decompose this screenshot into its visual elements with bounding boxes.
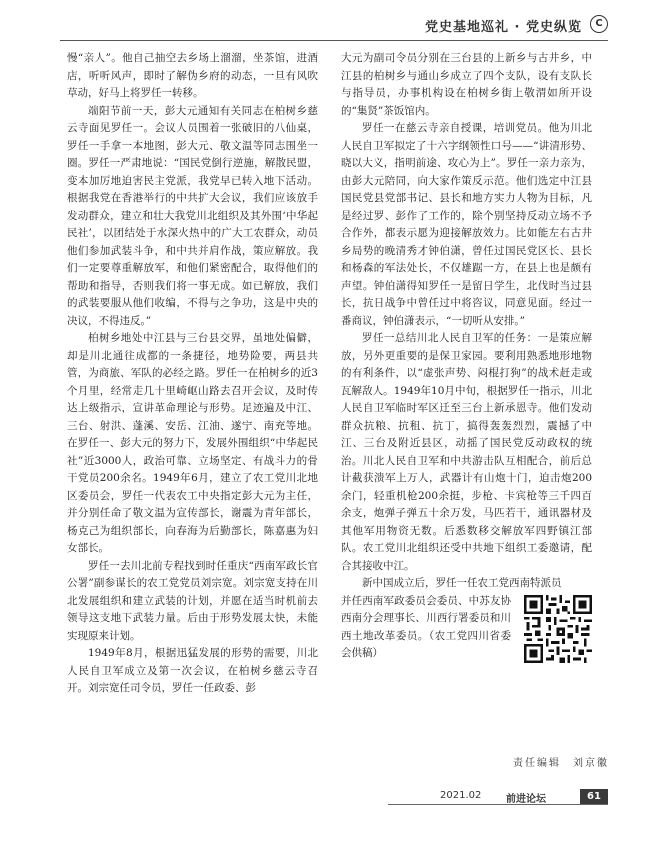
page-header xyxy=(60,14,608,41)
magazine-name: 前进论坛 xyxy=(506,794,546,805)
qr-block xyxy=(341,593,592,681)
responsible-editor: 责任编辑 刘京徽 xyxy=(513,758,609,769)
page-number: 61 xyxy=(580,789,608,804)
column-logo-icon: C xyxy=(590,15,608,33)
qr-code-icon[interactable] xyxy=(524,595,592,663)
qr-side-text xyxy=(341,593,511,663)
paragraph: 柏树乡地处中江县与三台县交界，虽地处偏僻，却是川北通往成都的一条捷径，地势险要，两县共管，为商旅、军队的必经之路。罗任一在柏树乡的近3个月里，经常走几十里崎岖山路去召开会议，及时传达上级指示，宣讲革命理论与形势。足迹遍及中江、三台、射洪、蓬溪、安岳、江油、遂宁、南充等地。在罗任一、彭大元的努力下，发展外围组织“中华起民社”近3000人，政治可靠、立场坚定、有战斗力的骨干党员200余名。1949年6月，建立了农工党川北地区委员会，罗任一代表农工中央指定彭大元为主任，并分别任命了敬文温为宣传部长，谢震为青年部长，杨克己为组织部长，向春海为后勤部长，陈嘉惠为妇女部长。 xyxy=(67,332,318,554)
left-column xyxy=(67,50,318,698)
header-title: 党史基地巡礼 · 党史纵览 xyxy=(425,20,582,35)
paragraph: 端阳节前一天，彭大元通知有关同志在柏树乡慈云寺面见罗任一。会议人员围着一张破旧的八仙桌，罗任一手拿一本地图，彭大元、敬文温等同志围坐一圈。罗任一严肃地说：“国民党倒行逆施，解散民盟，变本加厉地迫害民主党派，我党早已转入地下活动。根据我党在香港举行的中共扩大会议，我们应该放手发动群众，建立和壮大我党川北组织及其外围‘中华起民社’，以团结处于水深火热中的广大工农群众，动员他们参加武装斗争，和中共并肩作战，策应解放。我们一定要尊重解放军，和他们紧密配合，取得他们的帮助和指导，否则我们将一事无成。如已解放，我们的武装要服从他们收编，不得与之争功，这是中央的决议，不得违反。” xyxy=(67,104,318,327)
paragraph: 罗任一总结川北人民自卫军的任务：一是策应解放，另外更重要的是保卫家园。要利用熟悉地形地物的有利条件，以“虚张声势、闷棍打狗”的战术赶走或瓦解敌人。1949年10月中旬，根据罗任一指示，川北人民自卫军临时军区迁至三台上新承恩寺。他们发动群众抗粮、抗租、抗丁，搞得轰轰烈烈，震撼了中江、三台及附近县区，动摇了国民党反动政权的统治。川北人民自卫军和中共游击队互相配合，前后总计截获溃军上万人，武器计有山炮十门，迫击炮200余门，轻重机枪200余挺，步枪、卡宾枪等三千四百余支，炮弹子弹五十余万发，马匹若干，通讯器材及其他军用物资无数。后悉数移交解放军四野镇江部队。农工党川北组织还受中共地下组织工委邀请，配合其接收中江。 xyxy=(341,332,592,572)
issue-number: 2021.02 xyxy=(440,790,482,801)
right-column xyxy=(341,50,592,681)
paragraph: 大元为副司令员分别在三台县的上新乡与古井乡，中江县的柏树乡与通山乡成立了四个支队，设有支队长与指导员，办事机构设在柏树乡街上敬渭如所开设的“集贤”茶饭馆内。 xyxy=(341,52,592,117)
paragraph: 慢“亲人”。他自己抽空去乡场上溜溜，坐茶馆，进酒店，听听风声，即时了解伪乡府的动态，一旦有风吹草动，好马上将罗任一转移。 xyxy=(67,52,318,99)
page-footer xyxy=(388,790,608,805)
paragraph: 罗任一在慈云寺亲自授课，培训党员。他为川北人民自卫军拟定了十六字纲领性口号——“讲清形势、晓以大义，指明前途、攻心为上”。罗任一亲力亲为，由彭大元陪同，向大家作策反示范。他们选定中江县国民党县党部书记、县长和地方实力人物为目标，凡是经过罗、彭作了工作的，除个别坚持反动立场不予合作外，都表示愿为迎接解放效力。比如能左右古井乡局势的晚清秀才钟伯潇，曾任过国民党区长、县长和杨森的军法处长，不仅雄踞一方，在县上也是颇有声望。钟伯潇得知罗任一是留日学生，北伐时当过县长，抗日战争中曾任过中将咨议，同意见面。经过一番商议，钟伯潇表示，“一切听从安排。” xyxy=(341,122,592,327)
paragraph: 并任西南军政委员会委员、中苏友协西南分会理事长、川西行署委员和川西土地改革委员。（农工党四川省委会供稿） xyxy=(341,594,511,659)
paragraph: 1949年8月，根据迅猛发展的形势的需要，川北人民自卫军成立及第一次会议，在柏树乡慈云寺召开。刘宗宽任司令员，罗任一任政委、彭 xyxy=(67,647,318,694)
paragraph: 罗任一去川北前专程找到时任重庆“西南军政长官公署”副参谋长的农工党党员刘宗宽。刘宗宽支持在川北发展组织和建立武装的计划，并愿在适当时机前去领导这支地下武装力量。后由于形势发展太快，未能实现原来计划。 xyxy=(67,559,318,642)
paragraph: 新中国成立后，罗任一任农工党西南特派员 xyxy=(362,577,562,589)
